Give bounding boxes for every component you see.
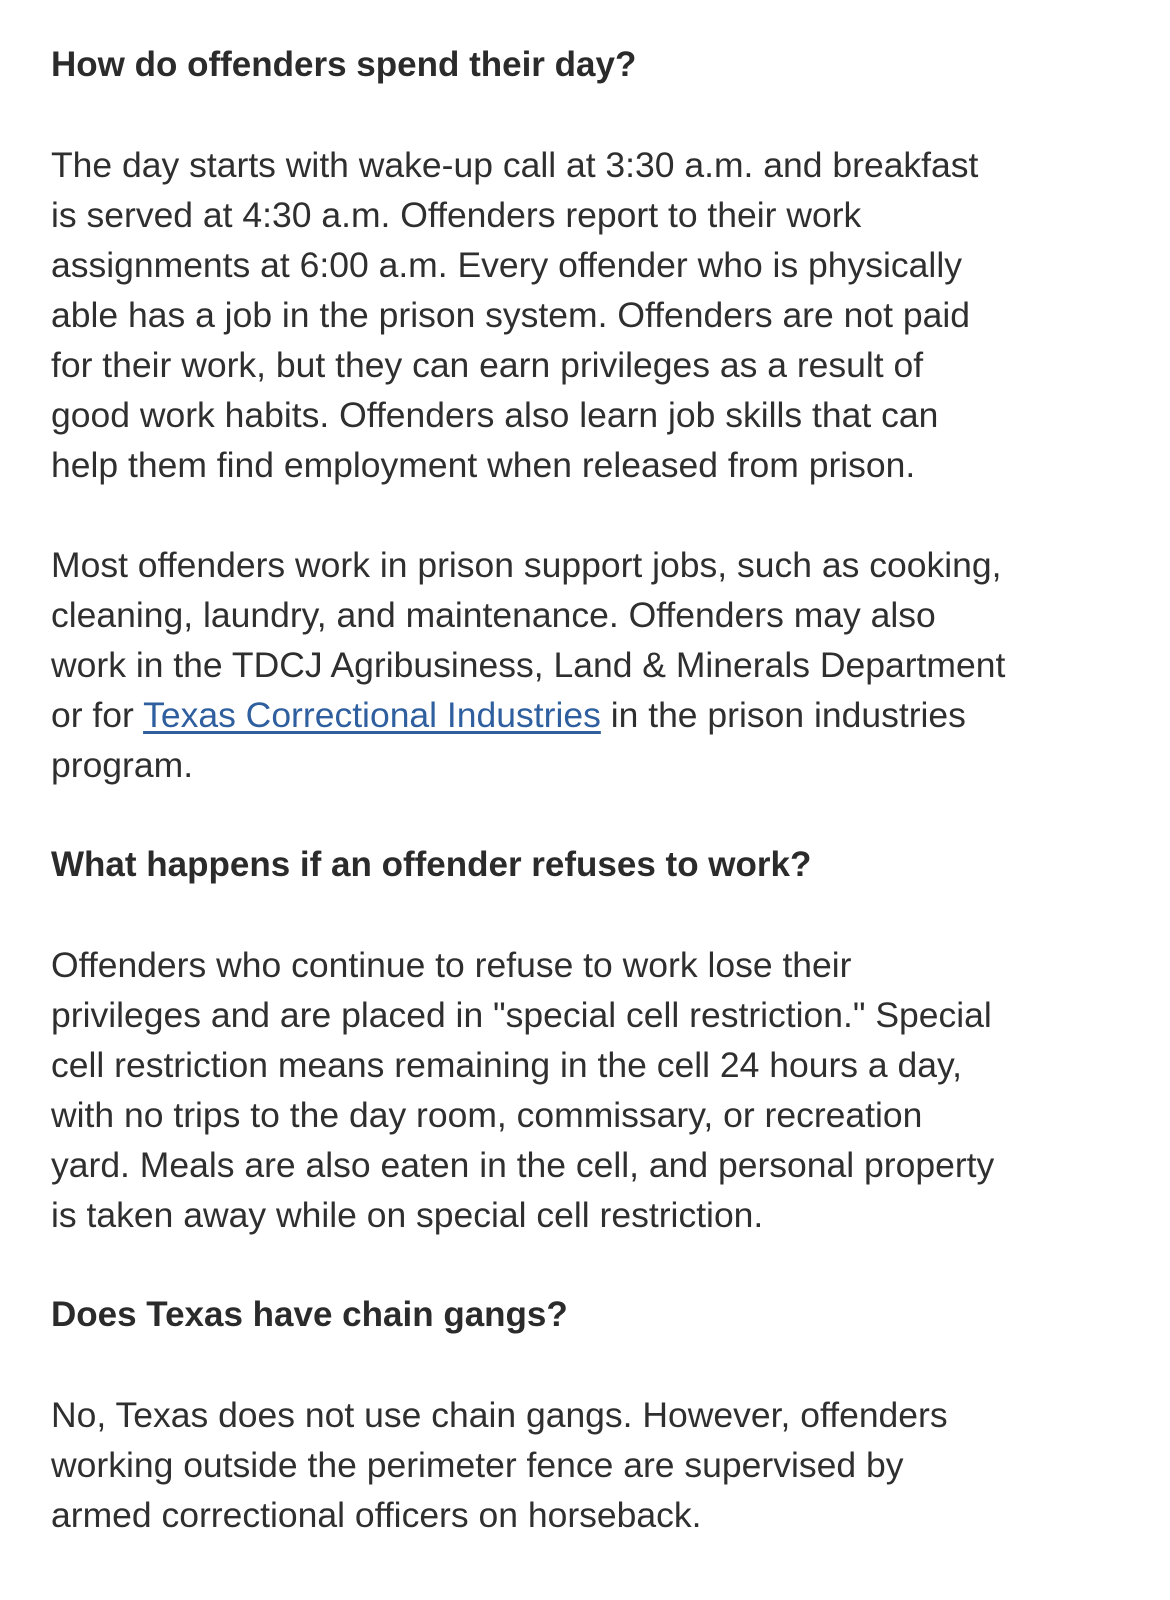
text-line: privileges and are placed in "special cell restriction." Special [51,995,992,1035]
spacer [51,790,1130,840]
text-line: assignments at 6:00 a.m. Every offender who is physically [51,245,962,285]
spacer [51,890,1130,940]
paragraph-daily-routine [51,140,1130,490]
text-line: No, Texas does not use chain gangs. However, offenders [51,1395,948,1435]
link-prefix-text: or for [51,695,144,735]
text-line: Offenders who continue to refuse to work lose their [51,945,852,985]
spacer [51,90,1130,140]
text-line: is served at 4:30 a.m. Offenders report to their work [51,195,862,235]
text-line: cell restriction means remaining in the cell 24 hours a day, [51,1045,962,1085]
faq-heading-chain-gangs: Does Texas have chain gangs? [51,1295,568,1334]
text-line: program. [51,745,194,785]
text-line: with no trips to the day room, commissary, or recreation [51,1095,923,1135]
text-line: for their work, but they can earn privileges as a result of [51,345,924,385]
text-line: yard. Meals are also eaten in the cell, and personal property [51,1145,995,1185]
spacer [51,490,1130,540]
link-suffix-text: in the prison industries [600,695,966,735]
text-line: good work habits. Offenders also learn job skills that can [51,395,939,435]
faq-heading-daily-routine: How do offenders spend their day? [51,45,637,84]
text-line: able has a job in the prison system. Offenders are not paid [51,295,970,335]
text-line: cleaning, laundry, and maintenance. Offenders may also [51,595,936,635]
text-line: The day starts with wake-up call at 3:30 a.m. and breakfast [51,145,979,185]
spacer [51,1240,1130,1290]
paragraph-refuse-work [51,940,1130,1240]
text-line: help them find employment when released from prison. [51,445,916,485]
text-line: work in the TDCJ Agribusiness, Land & Minerals Department [51,645,1006,685]
texas-correctional-industries-link[interactable]: Texas Correctional Industries [143,695,601,735]
text-line: Most offenders work in prison support jobs, such as cooking, [51,545,1002,585]
spacer [51,1340,1130,1390]
text-line-with-link [51,690,1130,740]
text-line: is taken away while on special cell restriction. [51,1195,764,1235]
paragraph-work-jobs [51,540,1130,790]
text-line: working outside the perimeter fence are supervised by [51,1445,904,1485]
text-line: armed correctional officers on horseback. [51,1495,702,1535]
faq-heading-refuse-work: What happens if an offender refuses to work? [51,845,812,884]
paragraph-chain-gangs [51,1390,1130,1540]
